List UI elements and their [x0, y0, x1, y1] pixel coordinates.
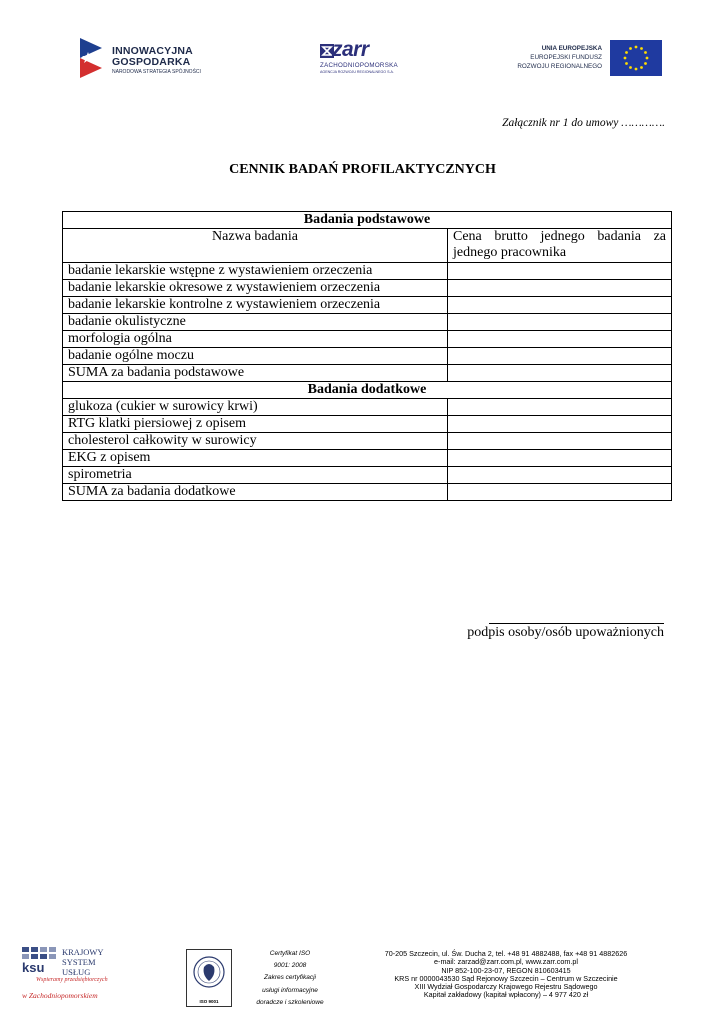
section-extra-title: Badania dodatkowe — [63, 382, 672, 399]
price-cell[interactable] — [448, 416, 672, 433]
signature-line[interactable] — [489, 623, 664, 624]
exam-name: glukoza (cukier w surowicy krwi) — [63, 399, 448, 416]
signature-label: podpis osoby/osób upoważnionych — [467, 625, 664, 640]
price-cell[interactable] — [448, 331, 672, 348]
eu-flag-icon — [610, 40, 662, 76]
exam-name: morfologia ogólna — [63, 331, 448, 348]
table-row — [63, 416, 672, 433]
exam-name: SUMA za badania dodatkowe — [63, 484, 448, 501]
table-row — [63, 314, 672, 331]
exam-name: EKG z opisem — [63, 450, 448, 467]
table-row — [63, 280, 672, 297]
exam-name: badanie lekarskie kontrolne z wystawieniem orzeczenia — [63, 297, 448, 314]
table-row — [63, 365, 672, 382]
zarr-logo: zarr ZACHODNIOPOMORSKA AGENCJA ROZWOJU REGIONALNEGO S.A. — [320, 38, 398, 74]
ksu-logo: ksu KRAJOWY SYSTEM USŁUG Wspieramy przedsiębiorczych w Zachodniopomorskiem — [22, 947, 108, 1000]
exam-name: badanie lekarskie wstępne z wystawieniem orzeczenia — [63, 263, 448, 280]
section-header-row — [63, 212, 672, 229]
table-row — [63, 450, 672, 467]
col-name-header: Nazwa badania — [63, 229, 448, 263]
table-row — [63, 484, 672, 501]
ksu-grid-icon — [22, 947, 58, 973]
exam-name: badanie lekarskie okresowe z wystawieniem orzeczenia — [63, 280, 448, 297]
price-list-table — [62, 211, 672, 501]
iso-seal-icon — [192, 955, 226, 995]
exam-name: SUMA za badania podstawowe — [63, 365, 448, 382]
section-header-row — [63, 382, 672, 399]
table-row — [63, 331, 672, 348]
table-row — [63, 467, 672, 484]
ksu-abbr: ksu — [22, 960, 45, 973]
price-cell[interactable] — [448, 450, 672, 467]
table-row — [63, 297, 672, 314]
price-cell[interactable] — [448, 314, 672, 331]
price-cell[interactable] — [448, 280, 672, 297]
column-header-row — [63, 229, 672, 263]
table-row — [63, 263, 672, 280]
exam-name: cholesterol całkowity w surowicy — [63, 433, 448, 450]
col-price-header: Cena brutto jednego badania za jednego pracownika — [448, 229, 672, 263]
price-cell[interactable] — [448, 484, 672, 501]
exam-name: RTG klatki piersiowej z opisem — [63, 416, 448, 433]
price-cell[interactable] — [448, 433, 672, 450]
price-cell[interactable] — [448, 467, 672, 484]
table-row — [63, 348, 672, 365]
price-cell[interactable] — [448, 297, 672, 314]
price-cell[interactable] — [448, 348, 672, 365]
exam-name: spirometria — [63, 467, 448, 484]
email-link[interactable]: e-mail: zarzad@zarr.com.pl, www.zarr.com.pl — [434, 957, 578, 967]
company-address: 70-205 Szczecin, ul. Św. Ducha 2, tel. +48 91 4882488, fax +48 91 4882626 e-mail: zarzad@zarr.com.pl, www.zarr.com.pl NIP 852-100-23-07, REGON 810603415 KRS nr 0000043530 Sąd Rejonowy Szczecin – Centrum w Szczecinie XIII Wydział Gospodarczy Krajowego Rejestru Sądowego Kapitał zakładowy (kapitał wpłacony) – 4 977 420 zł — [356, 950, 656, 1000]
innowacyjna-gospodarka-logo: INNOWACYJNA GOSPODARKA NARODOWA STRATEGIA SPÓJNOŚCI — [80, 38, 220, 80]
price-cell[interactable] — [448, 365, 672, 382]
star-flag-icon — [80, 38, 102, 78]
page-title: CENNIK BADAŃ PROFILAKTYCZNYCH — [229, 162, 496, 177]
iso-badge: ISO 9001 — [186, 949, 232, 1007]
annex-note: Załącznik nr 1 do umowy …………. — [502, 117, 665, 129]
exam-name: badanie ogólne moczu — [63, 348, 448, 365]
section-basic-title: Badania podstawowe — [63, 212, 672, 229]
table-row — [63, 433, 672, 450]
eu-fund-logo: UNIA EUROPEJSKA EUROPEJSKI FUNDUSZ ROZWOJU REGIONALNEGO — [508, 40, 662, 78]
price-cell[interactable] — [448, 263, 672, 280]
certificate-info: Certyfikat ISO 9001: 2008 Zakres certyfikacji usługi informacyjne doradcze i szkoleniowe — [256, 950, 324, 1006]
exam-name: badanie okulistyczne — [63, 314, 448, 331]
price-cell[interactable] — [448, 399, 672, 416]
table-row — [63, 399, 672, 416]
